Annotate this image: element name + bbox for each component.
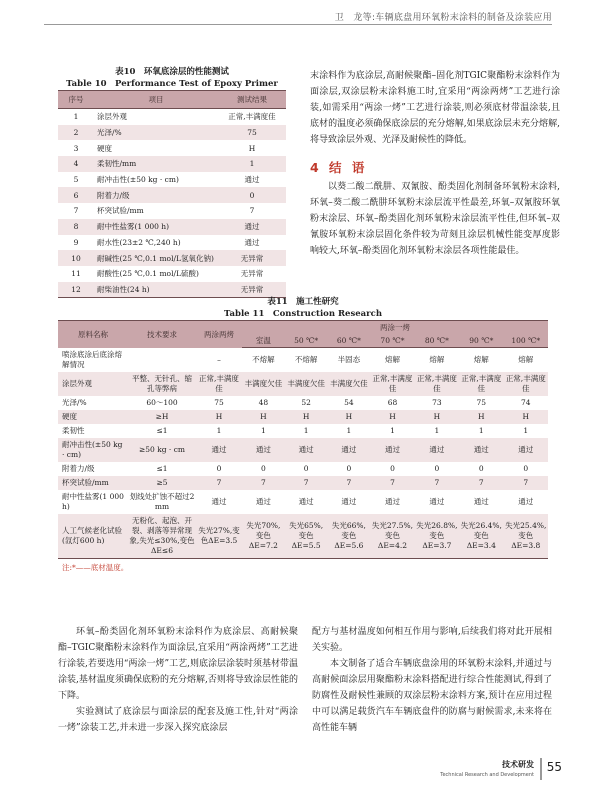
- table-cell: 人工气候老化试验(氙灯600 h): [58, 514, 128, 559]
- table-cell: 7: [370, 476, 414, 490]
- table-cell: 无异常: [218, 250, 286, 266]
- right-paragraph-1: 末涂料作为底涂层,高耐候聚酯–固化剂TGIC聚酯粉末涂料作为面涂层,双涂层粉末涂料施工时,宜采用“两涂两烤”工艺进行涂装,如需采用“两涂一烤”工艺进行涂装,则必须底材带温涂装,且底材的温度必须确保底涂层的充分熔解,如果底涂层未充分熔解,将导致涂层外观、光泽及耐候性的降低。: [310, 71, 560, 145]
- table-row: [58, 476, 548, 490]
- header-rule: [44, 24, 552, 25]
- table-11-note: 注:*——底材温度。: [62, 562, 129, 572]
- table-10-caption-cn: 表10 环氧底涂层的性能测试: [115, 67, 229, 77]
- table-cell: 柔韧性: [62, 425, 85, 435]
- table-row: [58, 424, 548, 438]
- table-cell: 通过: [285, 438, 328, 462]
- paragraph: 环氧–酚类固化剂环氧粉末涂料作为底涂层、高耐候聚酯–TGIC聚酯粉末涂料作为面涂层,宜采用“两涂两烤”工艺进行涂装,若要选用“两涂一烤”工艺,则底涂层涂装时须基材带温涂装,基材温度须确保底粉的充分熔解,否则将导致涂层性能的下降。: [58, 627, 298, 701]
- table-cell: 75: [476, 397, 487, 407]
- table-row: [58, 235, 286, 251]
- table-cell: 柔韧性/mm: [94, 156, 218, 172]
- table-cell: 光泽/%: [62, 397, 87, 407]
- table-cell: 1: [73, 112, 79, 122]
- table-cell: 1: [523, 425, 529, 435]
- table-cell: 0: [218, 187, 286, 203]
- table-cell: ≥50 kg · cm: [128, 438, 196, 462]
- table-cell: 7: [73, 206, 79, 216]
- table-cell: 耐酸性(25 ℃,0.1 mol/L硫酸): [97, 269, 199, 279]
- table-cell: 5: [73, 175, 79, 185]
- table-row: [58, 172, 286, 188]
- table-11-subheader: 90 ℃*: [459, 334, 503, 348]
- table-10-header: 测试结果: [218, 91, 286, 109]
- table-cell: 7: [249, 206, 255, 216]
- table-cell: 无异常: [218, 282, 286, 298]
- table-cell: ≤1: [156, 425, 168, 435]
- table-cell: 不熔解: [294, 354, 318, 364]
- table-11-header: 两涂一烤: [242, 321, 548, 335]
- table-cell: 不熔解: [252, 354, 275, 364]
- table-cell: 硬度: [58, 410, 128, 424]
- table-cell: 涂层外观: [97, 112, 127, 122]
- table-cell: 通过: [415, 438, 459, 462]
- table-11-subheader: 80 ℃*: [415, 334, 459, 348]
- running-head: 卫 龙等:车辆底盘用环氧粉末涂料的制备及涂装应用: [334, 13, 552, 23]
- table-cell: 2: [58, 125, 94, 141]
- table-cell: 失光27%,变色ΔE=3.5: [196, 514, 242, 559]
- table-cell: ≤1: [156, 463, 168, 473]
- table-cell: 失光70%,变色ΔE=7.2: [242, 514, 285, 559]
- table-cell: 7: [285, 476, 328, 490]
- table-cell: 失光26.4%,变色ΔE=3.4: [459, 514, 503, 559]
- table-row: [58, 219, 286, 235]
- table-cell: 8: [58, 219, 94, 235]
- table-cell: 喷涂底涂后底涂熔解情况: [62, 349, 122, 369]
- table-cell: 通过: [255, 496, 271, 506]
- table-11-subheader: 50 ℃*: [285, 334, 328, 348]
- table-cell: 熔解: [518, 354, 534, 364]
- table-cell: –: [217, 354, 221, 364]
- footer-subtitle: Technical Research and Development: [440, 772, 534, 778]
- table-cell: 7: [328, 476, 371, 490]
- table-cell: 杯突试验/mm: [58, 476, 128, 490]
- table-row: [58, 348, 548, 372]
- table-row: [58, 187, 286, 203]
- page-number: 55: [546, 760, 562, 774]
- table-cell: H: [459, 410, 503, 424]
- table-cell: 熔解: [473, 354, 489, 364]
- table-cell: 通过: [429, 496, 445, 506]
- table-cell: 52: [301, 397, 311, 407]
- table-cell: H: [242, 410, 285, 424]
- table-cell: 0: [216, 463, 222, 473]
- section-title: 4 结 语: [310, 160, 368, 175]
- table-row: [58, 125, 286, 141]
- paragraph: 实验测试了底涂层与面涂层的配套及施工性,针对“两涂一烤”涂装工艺,并未进一步深入探究底涂层: [58, 707, 298, 733]
- table-cell: 半固态: [337, 354, 361, 364]
- footer-title: 技术研发: [502, 760, 534, 769]
- table-11-subheader: 100 ℃*: [504, 334, 548, 348]
- table-11-header: 原料名称: [58, 321, 128, 348]
- table-cell: 0: [260, 463, 266, 473]
- table-cell: 平整、无针孔、缩孔等弊病: [128, 372, 196, 396]
- table-11-caption-en: Table 11 Construction Research: [223, 309, 383, 319]
- table-cell: 0: [303, 463, 309, 473]
- table-cell: H: [196, 410, 242, 424]
- table-11-caption-cn: 表11 施工性研究: [267, 297, 339, 307]
- table-cell: 耐碱性(25 ℃,0.1 mol/L氢氧化钠): [94, 250, 218, 266]
- table-cell: H: [504, 410, 548, 424]
- table-cell: 54: [344, 397, 354, 407]
- table-row: [58, 140, 286, 156]
- table-cell: H: [415, 410, 459, 424]
- table-row: [58, 396, 548, 410]
- table-cell: H: [248, 143, 256, 153]
- table-cell: 1: [434, 425, 440, 435]
- table-cell: 正常,丰满度佳: [459, 372, 503, 396]
- table-11-subheader: 室温: [242, 334, 285, 348]
- table-cell: [128, 348, 196, 372]
- table-cell: 丰满度欠佳: [328, 372, 371, 396]
- table-cell: 12: [58, 282, 94, 298]
- table-row: [58, 490, 548, 514]
- table-11-header: 技术要求: [128, 321, 196, 348]
- table-cell: 75: [218, 125, 286, 141]
- table-cell: 7: [242, 476, 285, 490]
- table-cell: 杯突试验/mm: [97, 206, 144, 216]
- table-row: [58, 266, 286, 282]
- table-cell: 正常,丰满度佳: [415, 372, 459, 396]
- table-11-subheader: 70 ℃*: [370, 334, 414, 348]
- table-row: [58, 462, 548, 476]
- table-cell: 附着力/级: [94, 187, 218, 203]
- table-cell: ≥5: [128, 476, 196, 490]
- table-row: [58, 203, 286, 219]
- table-cell: 通过: [370, 438, 414, 462]
- table-cell: 通过: [244, 175, 260, 185]
- table-cell: 通过: [384, 496, 400, 506]
- table-cell: 7: [459, 476, 503, 490]
- table-cell: 1: [260, 425, 266, 435]
- table-cell: 通过: [341, 496, 357, 506]
- table-cell: 通过: [504, 438, 548, 462]
- table-row: [58, 109, 286, 125]
- table-cell: 6: [58, 187, 94, 203]
- table-cell: 光泽/%: [94, 125, 218, 141]
- table-cell: 耐柴油性(24 h): [94, 282, 218, 298]
- table-cell: 正常,丰满度佳: [504, 372, 548, 396]
- table-cell: 0: [346, 463, 352, 473]
- table-cell: 11: [71, 269, 81, 279]
- table-cell: 附着力/级: [62, 463, 95, 473]
- table-cell: 通过: [518, 496, 534, 506]
- table-cell: 正常,丰满度佳: [370, 372, 414, 396]
- table-row: [58, 410, 548, 424]
- table-cell: H: [328, 410, 371, 424]
- footer-divider: [540, 758, 542, 780]
- table-cell: ≥H: [128, 410, 196, 424]
- table-row: [58, 438, 548, 462]
- table-cell: 通过: [473, 496, 489, 506]
- bottom-left-text: [58, 624, 298, 736]
- table-cell: 无粉化、起泡、开裂、剥落等异常现象,失光≤30%,变色ΔE≤6: [128, 514, 196, 559]
- table-cell: 73: [432, 397, 442, 407]
- table-10-header: 序号: [58, 91, 94, 109]
- table-cell: 0: [390, 463, 395, 473]
- table-cell: 1: [390, 425, 395, 435]
- table-cell: 75: [214, 397, 224, 407]
- table-cell: 耐中性盐雾(1 000 h): [62, 491, 124, 511]
- table-cell: 48: [258, 397, 269, 407]
- table-cell: 0: [523, 463, 529, 473]
- table-cell: 通过: [211, 496, 227, 506]
- table-row: [58, 156, 286, 172]
- table-cell: 失光26.8%,变色ΔE=3.7: [415, 514, 459, 559]
- table-cell: 耐冲击性(±50 kg · cm): [97, 175, 179, 185]
- table-cell: 74: [520, 397, 531, 407]
- table-cell: 通过: [242, 438, 285, 462]
- table-cell: 通过: [459, 438, 503, 462]
- table-cell: 1: [216, 425, 222, 435]
- table-cell: 失光25.4%,变色ΔE=3.8: [504, 514, 548, 559]
- table-10-caption-en: Table 10 Performance Test of Epoxy Primer: [66, 79, 278, 89]
- table-cell: 耐水性(23±2 ℃,240 h): [97, 237, 181, 247]
- table-cell: 失光27.5%,变色ΔE=4.2: [370, 514, 414, 559]
- table-cell: 丰满度欠佳: [242, 372, 285, 396]
- table-10: [58, 66, 286, 298]
- table-cell: 通过: [218, 219, 286, 235]
- table-row: [58, 372, 548, 396]
- bottom-right-text: [312, 624, 552, 736]
- table-cell: 通过: [298, 496, 314, 506]
- table-cell: 无异常: [240, 269, 264, 279]
- table-cell: 0: [478, 463, 484, 473]
- table-cell: 1: [346, 425, 352, 435]
- table-cell: 7: [415, 476, 459, 490]
- table-cell: 3: [73, 143, 79, 153]
- table-cell: 1: [478, 425, 484, 435]
- table-11: [58, 296, 548, 573]
- table-cell: 正常,丰满度佳: [228, 112, 276, 122]
- table-cell: 硬度: [97, 143, 112, 153]
- table-10-header: 项目: [94, 91, 218, 109]
- table-cell: 熔解: [429, 354, 445, 364]
- right-paragraph-2: 以葵二酸二酰肼、双氰胺、酚类固化剂制备环氧粉末涂料,环氧–葵二酸二酰肼环氧粉末涂层流平性最差,环氧–双氰胺环氧粉末涂层、环氧–酚类固化剂环氧粉末涂层流平性佳,但环氧–双氰胺环氧粉末涂层固化条件较为苛刻且涂层机械性能变厚度影响较大,环氧–酚类固化剂环氧粉末涂层各项性能最佳。: [310, 182, 560, 256]
- table-cell: 正常,丰满度佳: [196, 372, 242, 396]
- table-11-header: 两涂两烤: [196, 321, 242, 348]
- table-cell: 60～100: [146, 397, 178, 407]
- table-cell: 耐中性盐雾(1 000 h): [94, 219, 218, 235]
- paragraph: 配方与基材温度如何相互作用与影响,后续我们将对此开展相关实验。: [312, 627, 552, 653]
- table-row: [58, 250, 286, 266]
- table-cell: 失光66%,变色ΔE=5.6: [328, 514, 371, 559]
- table-cell: 4: [58, 156, 94, 172]
- table-cell: 划线处扩蚀不超过2 mm: [129, 491, 195, 511]
- table-cell: 10: [58, 250, 94, 266]
- table-cell: 失光65%,变色ΔE=5.5: [285, 514, 328, 559]
- table-cell: 通过: [244, 237, 260, 247]
- table-cell: 通过: [196, 438, 242, 462]
- table-cell: 0: [434, 463, 440, 473]
- table-cell: 通过: [328, 438, 371, 462]
- table-cell: 1: [303, 425, 309, 435]
- table-cell: 9: [73, 237, 79, 247]
- table-cell: H: [285, 410, 328, 424]
- table-cell: H: [370, 410, 414, 424]
- table-cell: 耐冲击性(±50 kg · cm): [58, 438, 128, 462]
- table-cell: 7: [196, 476, 242, 490]
- table-cell: 1: [218, 156, 286, 172]
- table-cell: 7: [504, 476, 548, 490]
- table-cell: 熔解: [384, 354, 400, 364]
- table-cell: 68: [387, 397, 398, 407]
- table-cell: 丰满度欠佳: [285, 372, 328, 396]
- table-row: [58, 514, 548, 559]
- paragraph: 本文制备了适合车辆底盘涂用的环氧粉末涂料,并通过与高耐候面涂层用聚酯粉末涂料搭配进行综合性能测试,得到了防腐性及耐候性兼顾的双涂层粉末涂料方案,预计在应用过程中可以满足载货汽车车辆底盘件的防腐与耐候需求,未来将在高性能车辆: [312, 659, 552, 733]
- table-11-subheader: 60 ℃*: [328, 334, 371, 348]
- table-cell: 涂层外观: [58, 372, 128, 396]
